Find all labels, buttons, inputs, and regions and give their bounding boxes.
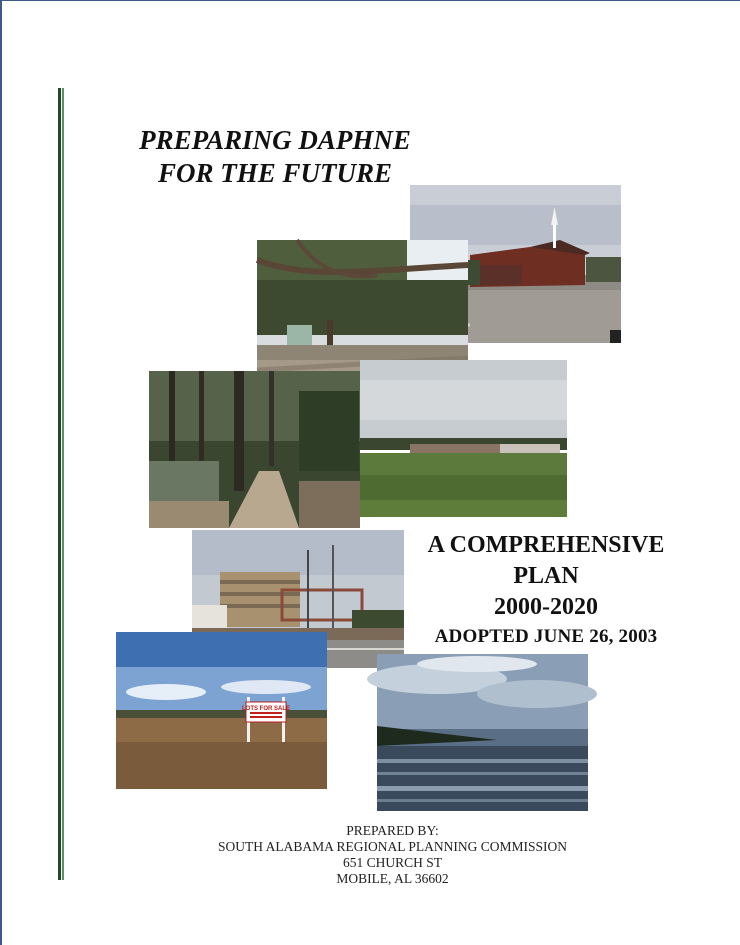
sign-text: LOTS FOR SALE bbox=[242, 706, 290, 712]
page-left-border bbox=[0, 0, 2, 945]
city-address: MOBILE, AL 36602 bbox=[336, 871, 449, 886]
plan-title bbox=[410, 530, 682, 623]
plan-title-line-2: PLAN bbox=[513, 563, 579, 589]
green-margin-bar bbox=[58, 88, 61, 880]
page-top-border bbox=[0, 0, 740, 1]
street-address: 651 CHURCH ST bbox=[342, 855, 442, 870]
prepared-by-block bbox=[180, 823, 605, 886]
prepared-by-label: PREPARED BY: bbox=[346, 823, 439, 838]
photo-lots-for-sale bbox=[116, 632, 327, 789]
adoption-date: ADOPTED JUNE 26, 2003 bbox=[434, 626, 658, 647]
photo-wooded-path bbox=[149, 371, 360, 528]
green-margin-bar-light bbox=[62, 88, 64, 880]
plan-years: 2000-2020 bbox=[494, 594, 598, 620]
photo-field bbox=[360, 360, 567, 517]
title-line-1: PREPARING DAPHNE bbox=[139, 125, 411, 155]
plan-title-line-1: A COMPREHENSIVE bbox=[427, 532, 665, 558]
photo-bay bbox=[377, 654, 588, 811]
title-line-2: FOR THE FUTURE bbox=[157, 158, 393, 188]
organization-name: SOUTH ALABAMA REGIONAL PLANNING COMMISSION bbox=[217, 839, 568, 854]
cover-title bbox=[100, 124, 450, 190]
